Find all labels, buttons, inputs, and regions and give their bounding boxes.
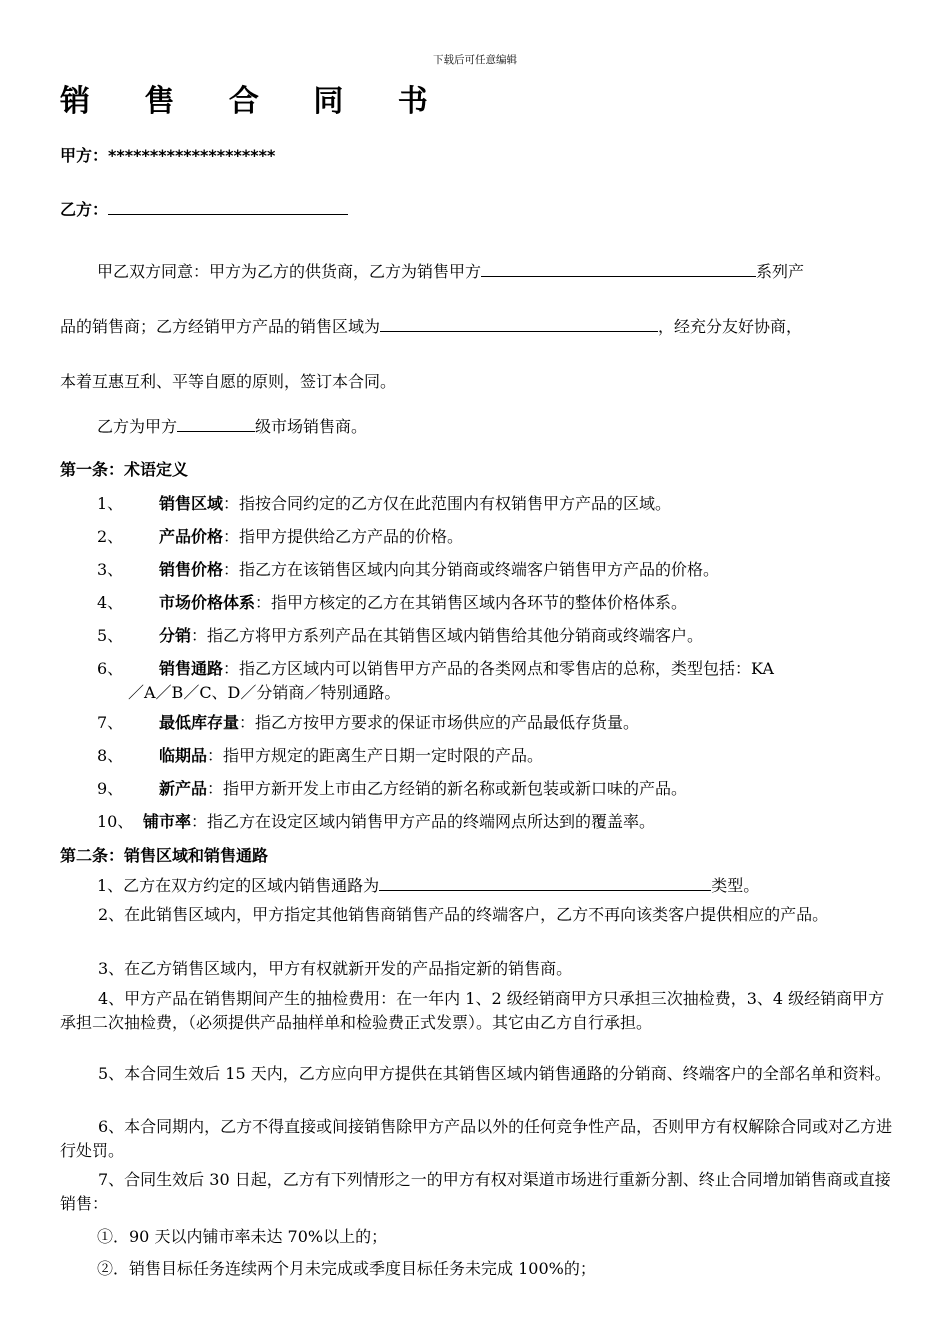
definition-number: 10、 xyxy=(97,812,134,831)
definition-term: 市场价格体系 xyxy=(159,593,256,612)
definition-text: ：指按合同约定的乙方仅在此范围内有权销售甲方产品的区域。 xyxy=(223,494,672,513)
definition-term: 销售区域 xyxy=(159,494,224,513)
definition-number: 4、 xyxy=(97,593,124,612)
definition-item xyxy=(97,656,774,679)
definition-term: 销售价格 xyxy=(159,560,224,579)
definition-term: 铺市率 xyxy=(143,812,192,831)
clause-text: 类型。 xyxy=(711,876,760,895)
clause-text: 1、乙方在双方约定的区域内销售通路为 xyxy=(97,876,380,895)
definition-text: ：指乙方将甲方系列产品在其销售区域内销售给其他分销商或终端客户。 xyxy=(191,626,704,645)
definition-item xyxy=(97,743,543,766)
definition-number: 5、 xyxy=(97,626,124,645)
definition-text: ：指甲方规定的距离生产日期一定时限的产品。 xyxy=(207,746,544,765)
sales-region-blank[interactable] xyxy=(380,314,658,332)
definition-number: 7、 xyxy=(97,713,124,732)
definition-text: ：指乙方按甲方要求的保证市场供应的产品最低存货量。 xyxy=(239,713,640,732)
article-2-clause-7: 7、合同生效后 30 日起，乙方有下列情形之一的甲方有权对渠道市场进行重新分割、终止合同增加销售商或直接销售： xyxy=(60,1170,891,1213)
definition-number: 6、 xyxy=(97,659,124,678)
definition-number: 8、 xyxy=(97,746,124,765)
definition-item xyxy=(97,623,703,646)
intro-text: 乙方为甲方 xyxy=(97,417,178,436)
article-2-clause-6: 6、本合同期内，乙方不得直接或间接销售除甲方产品以外的任何竞争性产品，否则甲方有权解除合同或对乙方进行处罚。 xyxy=(60,1117,893,1160)
definition-number: 9、 xyxy=(97,779,124,798)
definition-text: ：指乙方在该销售区域内向其分销商或终端客户销售甲方产品的价格。 xyxy=(223,560,720,579)
intro-text: 级市场销售商。 xyxy=(255,417,368,436)
party-b-label: 乙方： xyxy=(60,200,109,219)
definition-item xyxy=(97,590,687,613)
definition-term: 分销 xyxy=(159,626,192,645)
definition-number: 2、 xyxy=(97,527,124,546)
definition-number: 1、 xyxy=(97,494,124,513)
product-series-blank[interactable] xyxy=(481,259,756,277)
intro-text: 品的销售商；乙方经销甲方产品的销售区域为 xyxy=(60,317,381,336)
definition-text: ：指甲方新开发上市由乙方经销的新名称或新包装或新口味的产品。 xyxy=(207,779,688,798)
article-2-clause-3: 3、在乙方销售区域内，甲方有权就新开发的产品指定新的销售商。 xyxy=(98,959,573,978)
definition-item xyxy=(97,809,655,832)
definition-term: 新产品 xyxy=(159,779,208,798)
definition-item xyxy=(97,491,671,514)
definition-item xyxy=(97,710,639,733)
definition-text: ：指甲方提供给乙方产品的价格。 xyxy=(223,527,464,546)
intro-text: ，经充分友好协商， xyxy=(658,317,803,336)
definition-term: 最低库存量 xyxy=(159,713,240,732)
condition-2: ②．销售目标任务连续两个月未完成或季度目标任务未完成 100%的； xyxy=(97,1259,596,1278)
market-level-blank[interactable] xyxy=(177,414,255,432)
party-a-line: 甲方：******************** xyxy=(60,146,276,165)
definition-term: 产品价格 xyxy=(159,527,224,546)
article-2-clause-2: 2、在此销售区域内，甲方指定其他销售商销售产品的终端客户，乙方不再向该类客户提供相应的产品。 xyxy=(98,905,829,924)
article-2-clause-5: 5、本合同生效后 15 天内，乙方应向甲方提供在其销售区域内销售通路的分销商、终端客户的全部名单和资料。 xyxy=(98,1064,891,1083)
article-1-heading: 第一条：术语定义 xyxy=(60,460,189,479)
intro-text: 甲乙双方同意：甲方为乙方的供货商，乙方为销售甲方 xyxy=(97,262,482,281)
definition-number: 3、 xyxy=(97,560,124,579)
definition-item xyxy=(97,776,687,799)
definition-item xyxy=(97,557,719,580)
intro-line-3: 本着互惠互利、平等自愿的原则，签订本合同。 xyxy=(60,372,397,391)
definition-item xyxy=(97,524,463,547)
intro-text: 系列产 xyxy=(756,262,805,281)
party-b-line xyxy=(60,197,348,220)
intro-line-1 xyxy=(97,259,804,282)
article-2-clause-4: 4、甲方产品在销售期间产生的抽检费用：在一年内 1、2 级经销商甲方只承担三次抽检费，3、4 级经销商甲方承担二次抽检费，（必须提供产品抽样单和检验费正式发票）。其它由乙方自行承担。 xyxy=(60,989,885,1032)
definition-text: ：指甲方核定的乙方在其销售区域内各环节的整体价格体系。 xyxy=(255,593,688,612)
article-2-clause-1 xyxy=(97,873,759,896)
definition-term: 销售通路 xyxy=(159,659,224,678)
channel-type-blank[interactable] xyxy=(379,873,711,891)
definition-text: ：指乙方在设定区域内销售甲方产品的终端网点所达到的覆盖率。 xyxy=(191,812,656,831)
page-header: 下载后可任意编辑 xyxy=(433,54,517,66)
party-b-blank[interactable] xyxy=(108,197,348,215)
definition-text: ：指乙方区域内可以销售甲方产品的各类网点和零售店的总称，类型包括：KA xyxy=(223,659,774,678)
article-2-heading: 第二条：销售区域和销售通路 xyxy=(60,846,269,865)
intro-line-2 xyxy=(60,314,802,337)
definition-continuation: ／A／B／C、D／分销商／特别通路。 xyxy=(128,683,401,702)
definition-term: 临期品 xyxy=(159,746,208,765)
document-title: 销 售 合 同 书 xyxy=(60,84,450,119)
intro-line-4 xyxy=(97,414,367,437)
condition-1: ①．90 天以内铺市率未达 70%以上的； xyxy=(97,1227,388,1246)
